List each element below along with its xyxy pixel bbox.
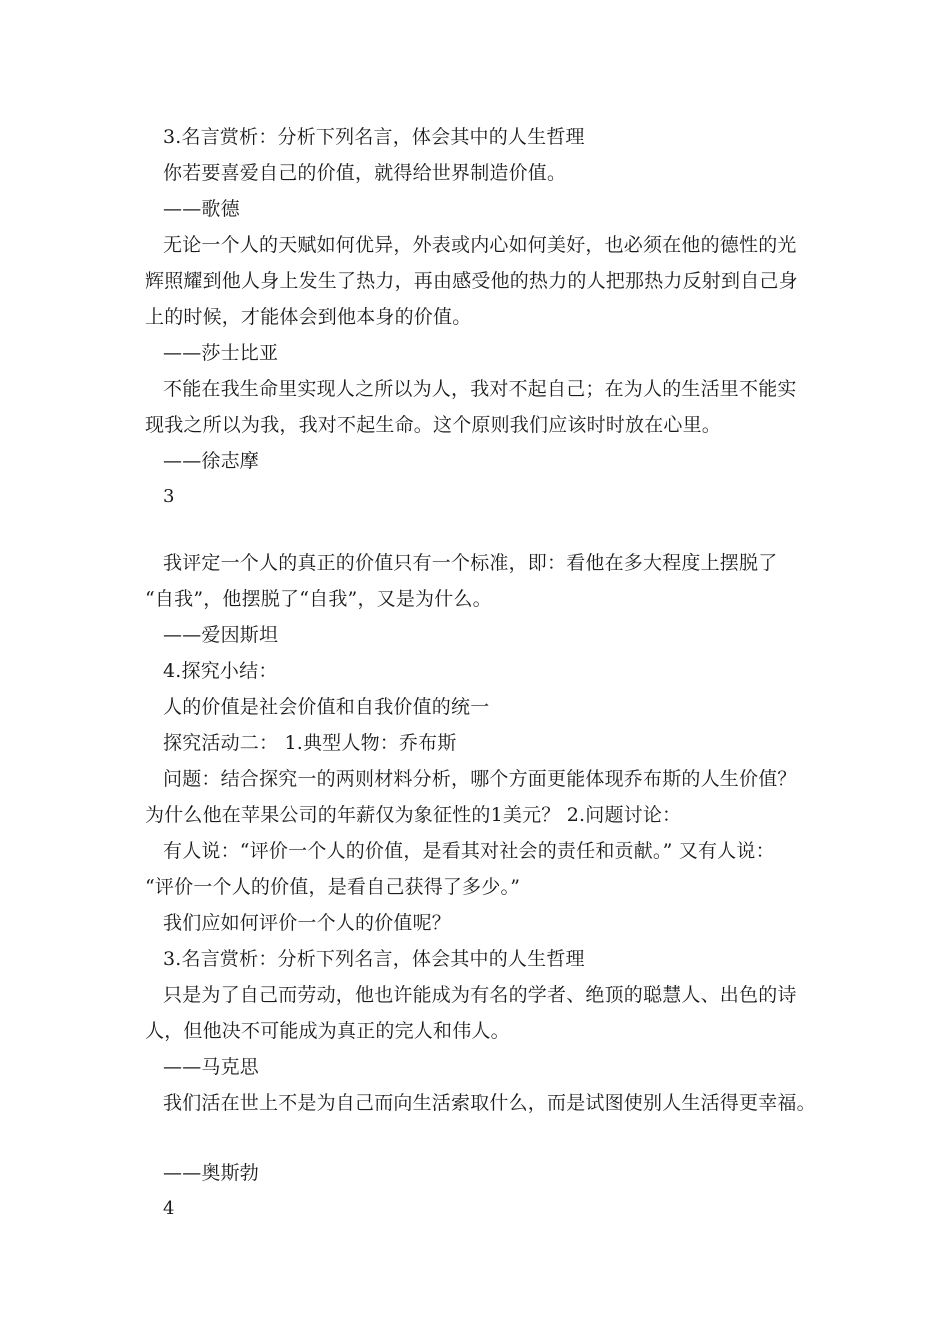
discussion-text-1: 有人说：“评价一个人的价值，是看其对社会的责任和贡献。” 又有人说： — [163, 840, 775, 862]
question-text-2: 为什么他在苹果公司的年薪仅为象征性的1美元？ 2.问题讨论： — [145, 804, 682, 826]
quote-author-marx: ——马克思 — [163, 1056, 260, 1078]
page-number-4: 4 — [163, 1198, 175, 1219]
quote-text-shakespeare-2: 辉照耀到他人身上发生了热力，再由感受他的热力的人把那热力反射到自己身 — [145, 270, 798, 292]
question-text-1: 问题：结合探究一的两则材料分析，哪个方面更能体现乔布斯的人生价值？ — [163, 768, 797, 790]
quote-text-marx-1: 只是为了自己而劳动，他也许能成为有名的学者、绝顶的聪慧人、出色的诗 — [163, 984, 797, 1006]
discussion-question: 我们应如何评价一个人的价值呢？ — [163, 912, 452, 934]
quote-author-goethe: ——歌德 — [163, 198, 240, 220]
summary-text: 人的价值是社会价值和自我价值的统一 — [163, 696, 490, 718]
activity-two-heading: 探究活动二： 1.典型人物：乔布斯 — [163, 732, 457, 754]
quote-author-xuzhimo: ——徐志摩 — [163, 450, 260, 472]
quote-text-goethe: 你若要喜爱自己的价值，就得给世界制造价值。 — [163, 162, 567, 184]
quote-text-shakespeare-1: 无论一个人的天赋如何优异，外表或内心如何美好，也必须在他的德性的光 — [163, 234, 797, 256]
quote-text-einstein-2: “自我”，他摆脱了“自我”，又是为什么。 — [145, 588, 492, 610]
quote-author-osborne: ——奥斯勃 — [163, 1162, 260, 1184]
quote-author-shakespeare: ——莎士比亚 — [163, 342, 279, 364]
quote-text-osborne: 我们活在世上不是为自己而向生活索取什么，而是试图使别人生活得更幸福。 — [163, 1092, 816, 1114]
page-number-3: 3 — [163, 486, 175, 507]
quote-author-einstein: ——爱因斯坦 — [163, 624, 279, 646]
quote-text-xuzhimo-1: 不能在我生命里实现人之所以为人，我对不起自己；在为人的生活里不能实 — [163, 378, 797, 400]
quote-text-xuzhimo-2: 现我之所以为我，我对不起生命。这个原则我们应该时时放在心里。 — [145, 414, 722, 436]
heading-summary: 4.探究小结： — [163, 660, 278, 682]
discussion-text-2: “评价一个人的价值，是看自己获得了多少。” — [145, 876, 521, 898]
quote-text-einstein-1: 我评定一个人的真正的价值只有一个标准，即：看他在多大程度上摆脱了 — [163, 552, 778, 574]
quote-text-marx-2: 人，但他决不可能成为真正的完人和伟人。 — [145, 1020, 510, 1042]
heading-quote-appreciation-1: 3.名言赏析：分析下列名言，体会其中的人生哲理 — [163, 126, 585, 148]
heading-quote-appreciation-2: 3.名言赏析：分析下列名言，体会其中的人生哲理 — [163, 948, 585, 970]
quote-text-shakespeare-3: 上的时候，才能体会到他本身的价值。 — [145, 306, 472, 328]
